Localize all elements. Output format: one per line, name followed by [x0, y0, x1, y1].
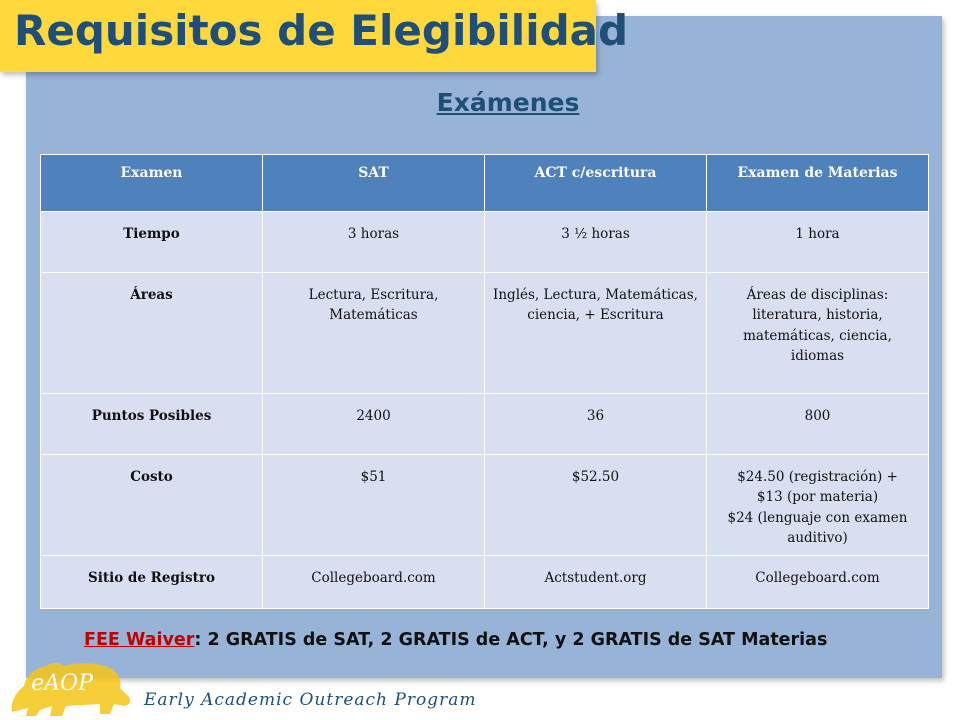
row-label: Tiempo [41, 212, 263, 273]
cost-line: $13 (por materia) [756, 489, 879, 506]
cell-sat: 3 horas [263, 212, 485, 273]
row-label: Sitio de Registro [41, 556, 263, 609]
row-label: Puntos Posibles [41, 394, 263, 455]
fee-waiver-text: : 2 GRATIS de SAT, 2 GRATIS de ACT, y 2 GRATIS de SAT Materias [194, 630, 828, 650]
section-subtitle: Exámenes [436, 88, 580, 117]
cell-materias: 800 [707, 394, 929, 455]
title-banner [0, 0, 629, 72]
cell-sat: $51 [263, 455, 485, 556]
cost-line: $24 (lenguaje con examen auditivo) [727, 509, 908, 546]
cell-act: 36 [485, 394, 707, 455]
cell-sat: Collegeboard.com [263, 556, 485, 609]
page-title: Requisitos de Elegibilidad [14, 6, 629, 55]
eaop-bear-logo [6, 652, 138, 718]
cell-materias: Áreas de disciplinas: literatura, historia, matemáticas, ciencia, idiomas [707, 273, 929, 394]
header-sat: SAT [263, 155, 485, 212]
header-materias: Examen de Materias [707, 155, 929, 212]
table-row [41, 455, 929, 556]
logo-text: eAOP [31, 671, 93, 696]
header-examen: Examen [41, 155, 263, 212]
table-row [41, 273, 929, 394]
cell-materias: Collegeboard.com [707, 556, 929, 609]
cell-act: $52.50 [485, 455, 707, 556]
cell-sat: Lectura, Escritura, Matemáticas [263, 273, 485, 394]
table-row [41, 394, 929, 455]
cost-line: $24.50 (registración) + [737, 469, 898, 485]
table-header-row [41, 155, 929, 212]
row-label: Áreas [41, 273, 263, 394]
cell-act: Actstudent.org [485, 556, 707, 609]
fee-waiver-label: FEE Waiver [84, 630, 195, 650]
table-row [41, 556, 929, 609]
header-act: ACT c/escritura [485, 155, 707, 212]
cell-act: 3 ½ horas [485, 212, 707, 273]
program-name: Early Academic Outreach Program [144, 690, 477, 710]
cell-sat: 2400 [263, 394, 485, 455]
cell-materias [707, 455, 929, 556]
row-label: Costo [41, 455, 263, 556]
cell-act: Inglés, Lectura, Matemáticas, ciencia, + Escritura [485, 273, 707, 394]
fee-waiver-note [84, 630, 827, 650]
cell-materias: 1 hora [707, 212, 929, 273]
table-row [41, 212, 929, 273]
exams-table [40, 154, 929, 609]
